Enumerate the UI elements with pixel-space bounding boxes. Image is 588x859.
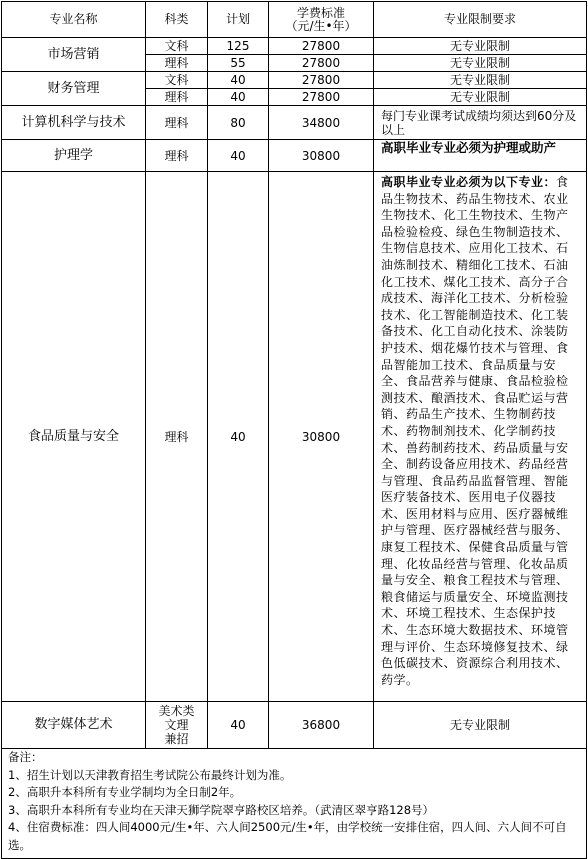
notes-cell	[2, 749, 587, 859]
requirement-cell: 无专业限制	[374, 89, 587, 106]
admissions-table-sheet	[1, 1, 586, 859]
tuition-cell: 36800	[269, 702, 374, 749]
requirement-list: 食品生物技术、药品生物技术、农业生物技术、化工生物技术、生物产品检验检疫、绿色生物制造技术、生物信息技术、应用化工技术、石油炼制技术、精细化工技术、石油化工技术、煤化工技术、高分子合成技术、海洋化工技术、分析检验技术、化工智能制造技术、化工装备技术、化工自动化技术、涂装防护技术、烟花爆竹技术与管理、食品智能加工技术、食品质量与安全、食品营养与健康、食品检验检测技术、酿酒技术、食品贮运与营销、药品生产技术、生物制药技术、药物制剂技术、化学制药技术、兽药制药技术、药品质量与安全、制药设备应用技术、药品经营与管理、食品药品监督管理、智能医疗装备技术、医用电子仪器技术、医用材料与应用、医疗器械维护与管理、医疗器械经营与服务、康复工程技术、保健食品质量与管理、化妆品经营与管理、化妆品质量与安全、粮食工程技术与管理、粮食储运与质量安全、环境监测技术、环境工程技术、生态保护技术、生态环境大数据技术、环境管理与评价、生态环境修复技术、绿色低碳技术、资源综合利用技术、药学。	[381, 175, 569, 687]
requirement-cell: 无专业限制	[374, 702, 587, 749]
header-tuition	[269, 2, 374, 38]
note-item: 2、高职升本科所有专业学制均为全日制2年。	[8, 785, 242, 799]
category-cell: 理科	[146, 172, 208, 702]
category-line: 兼招	[164, 732, 189, 746]
major-name: 护理学	[2, 140, 146, 172]
requirement-cell: 每门专业课考试成绩均须达到60分及以上	[374, 106, 587, 140]
tuition-cell: 27800	[269, 72, 374, 89]
header-category: 科类	[146, 2, 208, 38]
header-tuition-line2: （元/生•年）	[285, 18, 357, 33]
note-item: 1、招生计划以天津教育招生考试院公布最终计划为准。	[8, 767, 292, 782]
notes-row	[2, 749, 587, 859]
plan-cell: 40	[208, 72, 269, 89]
category-line: 美术类	[158, 704, 195, 718]
requirement-lead: 高职毕业专业必须为以下专业：	[381, 175, 557, 189]
requirement-cell: 无专业限制	[374, 55, 587, 72]
plan-cell: 40	[208, 89, 269, 106]
category-line: 文理	[164, 718, 189, 732]
notes-title: 备注：	[8, 750, 43, 764]
plan-cell: 40	[208, 140, 269, 172]
table-row	[2, 702, 587, 749]
table-row	[2, 106, 587, 140]
major-name: 数字媒体艺术	[2, 702, 146, 749]
plan-cell: 55	[208, 55, 269, 72]
requirement-cell: 无专业限制	[374, 72, 587, 89]
major-name: 市场营销	[2, 38, 146, 72]
note-item: 3、高职升本科所有专业均在天津天狮学院翠亨路校区培养。（武清区翠亨路128号）	[8, 802, 435, 817]
tuition-cell: 27800	[269, 89, 374, 106]
header-plan: 计划	[208, 2, 269, 38]
category-cell: 理科	[146, 55, 208, 72]
table-row	[2, 72, 587, 89]
category-cell: 理科	[146, 89, 208, 106]
major-name: 食品质量与安全	[2, 172, 146, 702]
category-cell: 文科	[146, 72, 208, 89]
plan-cell: 40	[208, 702, 269, 749]
requirement-cell: 高职毕业专业必须为护理或助产	[374, 140, 587, 172]
admissions-table	[1, 1, 587, 859]
plan-cell: 125	[208, 38, 269, 55]
note-item: 4、住宿费标准：四人间4000元/生•年、六人间2500元/生•年，由学校统一安排住宿，四人间、六人间不可自选。	[8, 820, 567, 852]
tuition-cell: 27800	[269, 55, 374, 72]
requirement-cell: 无专业限制	[374, 38, 587, 55]
table-row	[2, 38, 587, 55]
tuition-cell: 30800	[269, 172, 374, 702]
category-cell: 文科	[146, 38, 208, 55]
plan-cell: 40	[208, 172, 269, 702]
table-header-row	[2, 2, 587, 38]
requirement-cell	[374, 172, 587, 702]
header-tuition-line1: 学费标准	[296, 5, 345, 20]
header-major: 专业名称	[2, 2, 146, 38]
tuition-cell: 34800	[269, 106, 374, 140]
tuition-cell: 30800	[269, 140, 374, 172]
major-name: 财务管理	[2, 72, 146, 106]
tuition-cell: 27800	[269, 38, 374, 55]
table-row	[2, 172, 587, 702]
plan-cell: 80	[208, 106, 269, 140]
major-name: 计算机科学与技术	[2, 106, 146, 140]
category-cell: 理科	[146, 140, 208, 172]
header-requirement: 专业限制要求	[374, 2, 587, 38]
category-cell: 理科	[146, 106, 208, 140]
table-row	[2, 140, 587, 172]
category-cell	[146, 702, 208, 749]
